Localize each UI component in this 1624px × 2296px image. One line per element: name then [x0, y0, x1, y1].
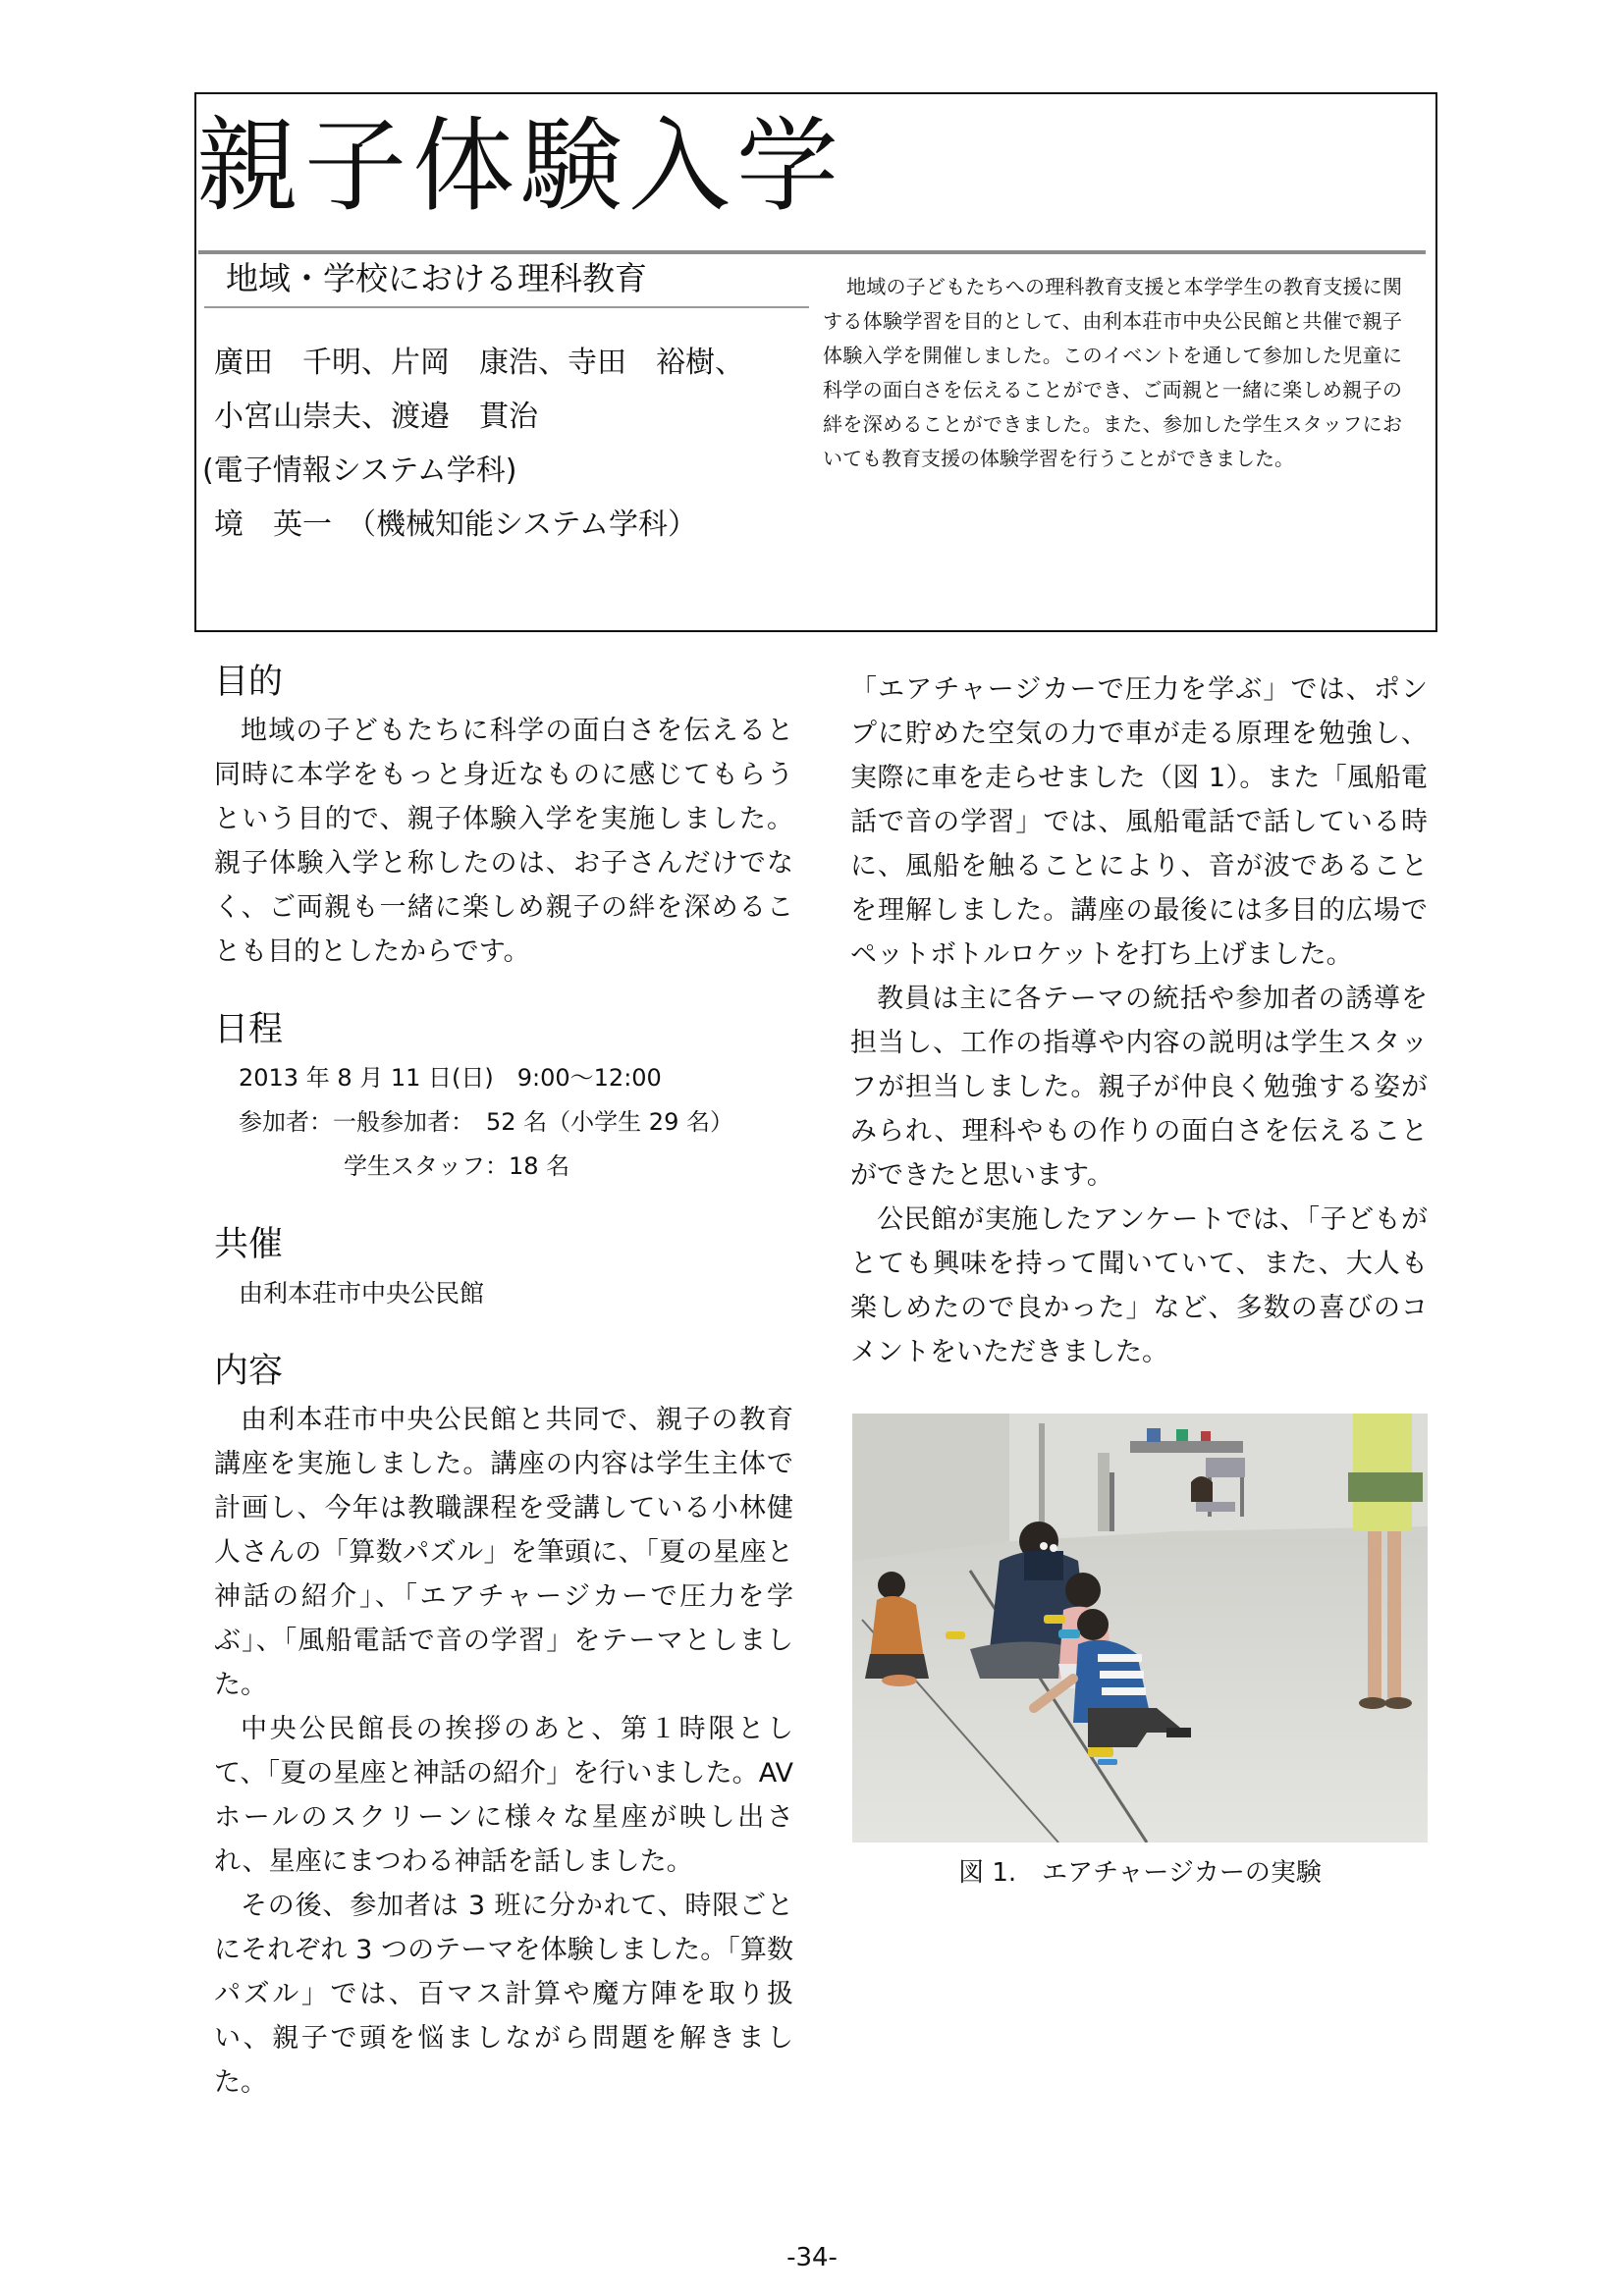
section-title-purpose: 目的: [214, 663, 284, 702]
author-line: 廣田 千明、片岡 康浩、寺田 裕樹、: [214, 346, 744, 380]
section-title-schedule: 日程: [214, 1010, 284, 1049]
section-title-cohost: 共催: [214, 1225, 284, 1264]
abstract: 地域の子どもたちへの理科教育支援と本学学生の教育支援に関する体験学習を目的として、由利本荘市中央公民館と共催で親子体験入学を開催しました。このイベントを通して参加した児童に科学の面白さを伝えることができ、ご両親と一緒に楽しめ親子の絆を深めることができました。また、参加した学生スタッフにおいても教育支援の体験学習を行うことができました。: [823, 275, 1402, 470]
photo-illustration: [852, 1414, 1428, 1842]
left-column: [214, 658, 793, 2105]
page-number: -34-: [786, 2243, 838, 2272]
schedule-participants: 参加者：一般参加者： 52 名（小学生 29 名）: [239, 1108, 733, 1136]
experiment-photo: [852, 1414, 1428, 1842]
content-paragraph: その後、参加者は 3 班に分かれて、時限ごとにそれぞれ 3 つのテーマを体験しました。「算数パズル」では、百マス計算や魔方陣を取り扱い、親子で頭を悩ましながら問題を解きました。: [214, 1891, 793, 2098]
cohost-text: 由利本荘市中央公民館: [239, 1279, 485, 1308]
section-title-content: 内容: [214, 1352, 284, 1391]
right-column: [850, 667, 1428, 1374]
subtitle-divider: [204, 306, 809, 308]
content-paragraph: 中央公民館長の挨拶のあと、第１時限として、「夏の星座と神話の紹介」を行いました。AVホールのスクリーンに様々な星座が映し出され、星座にまつわる神話を話しました。: [214, 1714, 793, 1877]
figure-caption: 図 1. エアチャージカーの実験: [958, 1858, 1322, 1888]
schedule-staff: 学生スタッフ：18 名: [344, 1152, 570, 1180]
schedule-date: 2013 年 8 月 11 日(日) 9:00〜12:00: [239, 1064, 662, 1092]
author-affiliation: (電子情報システム学科): [202, 454, 517, 488]
author-line: 小宮山崇夫、渡邉 貫治: [214, 400, 538, 434]
content-paragraph: 「エアチャージカーで圧力を学ぶ」では、ポンプに貯めた空気の力で車が走る原理を勉強し、実際に車を走らせました（図 1）。また「風船電話で音の学習」では、風船電話で話している時に、風船を触ることにより、音が波であることを理解しました。講座の最後には多目的広場でペットボトルロケットを打ち上げました。: [850, 674, 1428, 970]
content-paragraph: 由利本荘市中央公民館と共同で、親子の教育講座を実施しました。講座の内容は学生主体で計画し、今年は教職課程を受講している小林健人さんの「算数パズル」を筆頭に、「夏の星座と神話の紹介」、「エアチャージカーで圧力を学ぶ」、「風船電話で音の学習」をテーマとしました。: [214, 1405, 793, 1700]
purpose-text: 地域の子どもたちに科学の面白さを伝えると同時に本学をもっと身近なものに感じてもらうという目的で、親子体験入学を実施しました。親子体験入学と称したのは、お子さんだけでなく、ご両親も一緒に楽しめ親子の絆を深めることも目的としたからです。: [214, 716, 793, 967]
content-paragraph: 公民館が実施したアンケートでは、「子どもがとても興味を持って聞いていて、また、大人も楽しめたので良かった」など、多数の喜びのコメントをいただきました。: [850, 1204, 1428, 1367]
author-list: [202, 336, 823, 552]
page-title: 親子体験入学: [196, 106, 845, 226]
author-line: 境 英一 （機械知能システム学科）: [214, 507, 697, 542]
subtitle: 地域・学校における理科教育: [226, 259, 647, 297]
content-paragraph: 教員は主に各テーマの統括や参加者の誘導を担当し、工作の指導や内容の説明は学生スタッフが担当しました。親子が仲良く勉強する姿がみられ、理科やもの作りの面白さを伝えることができたと思います。: [850, 984, 1428, 1191]
